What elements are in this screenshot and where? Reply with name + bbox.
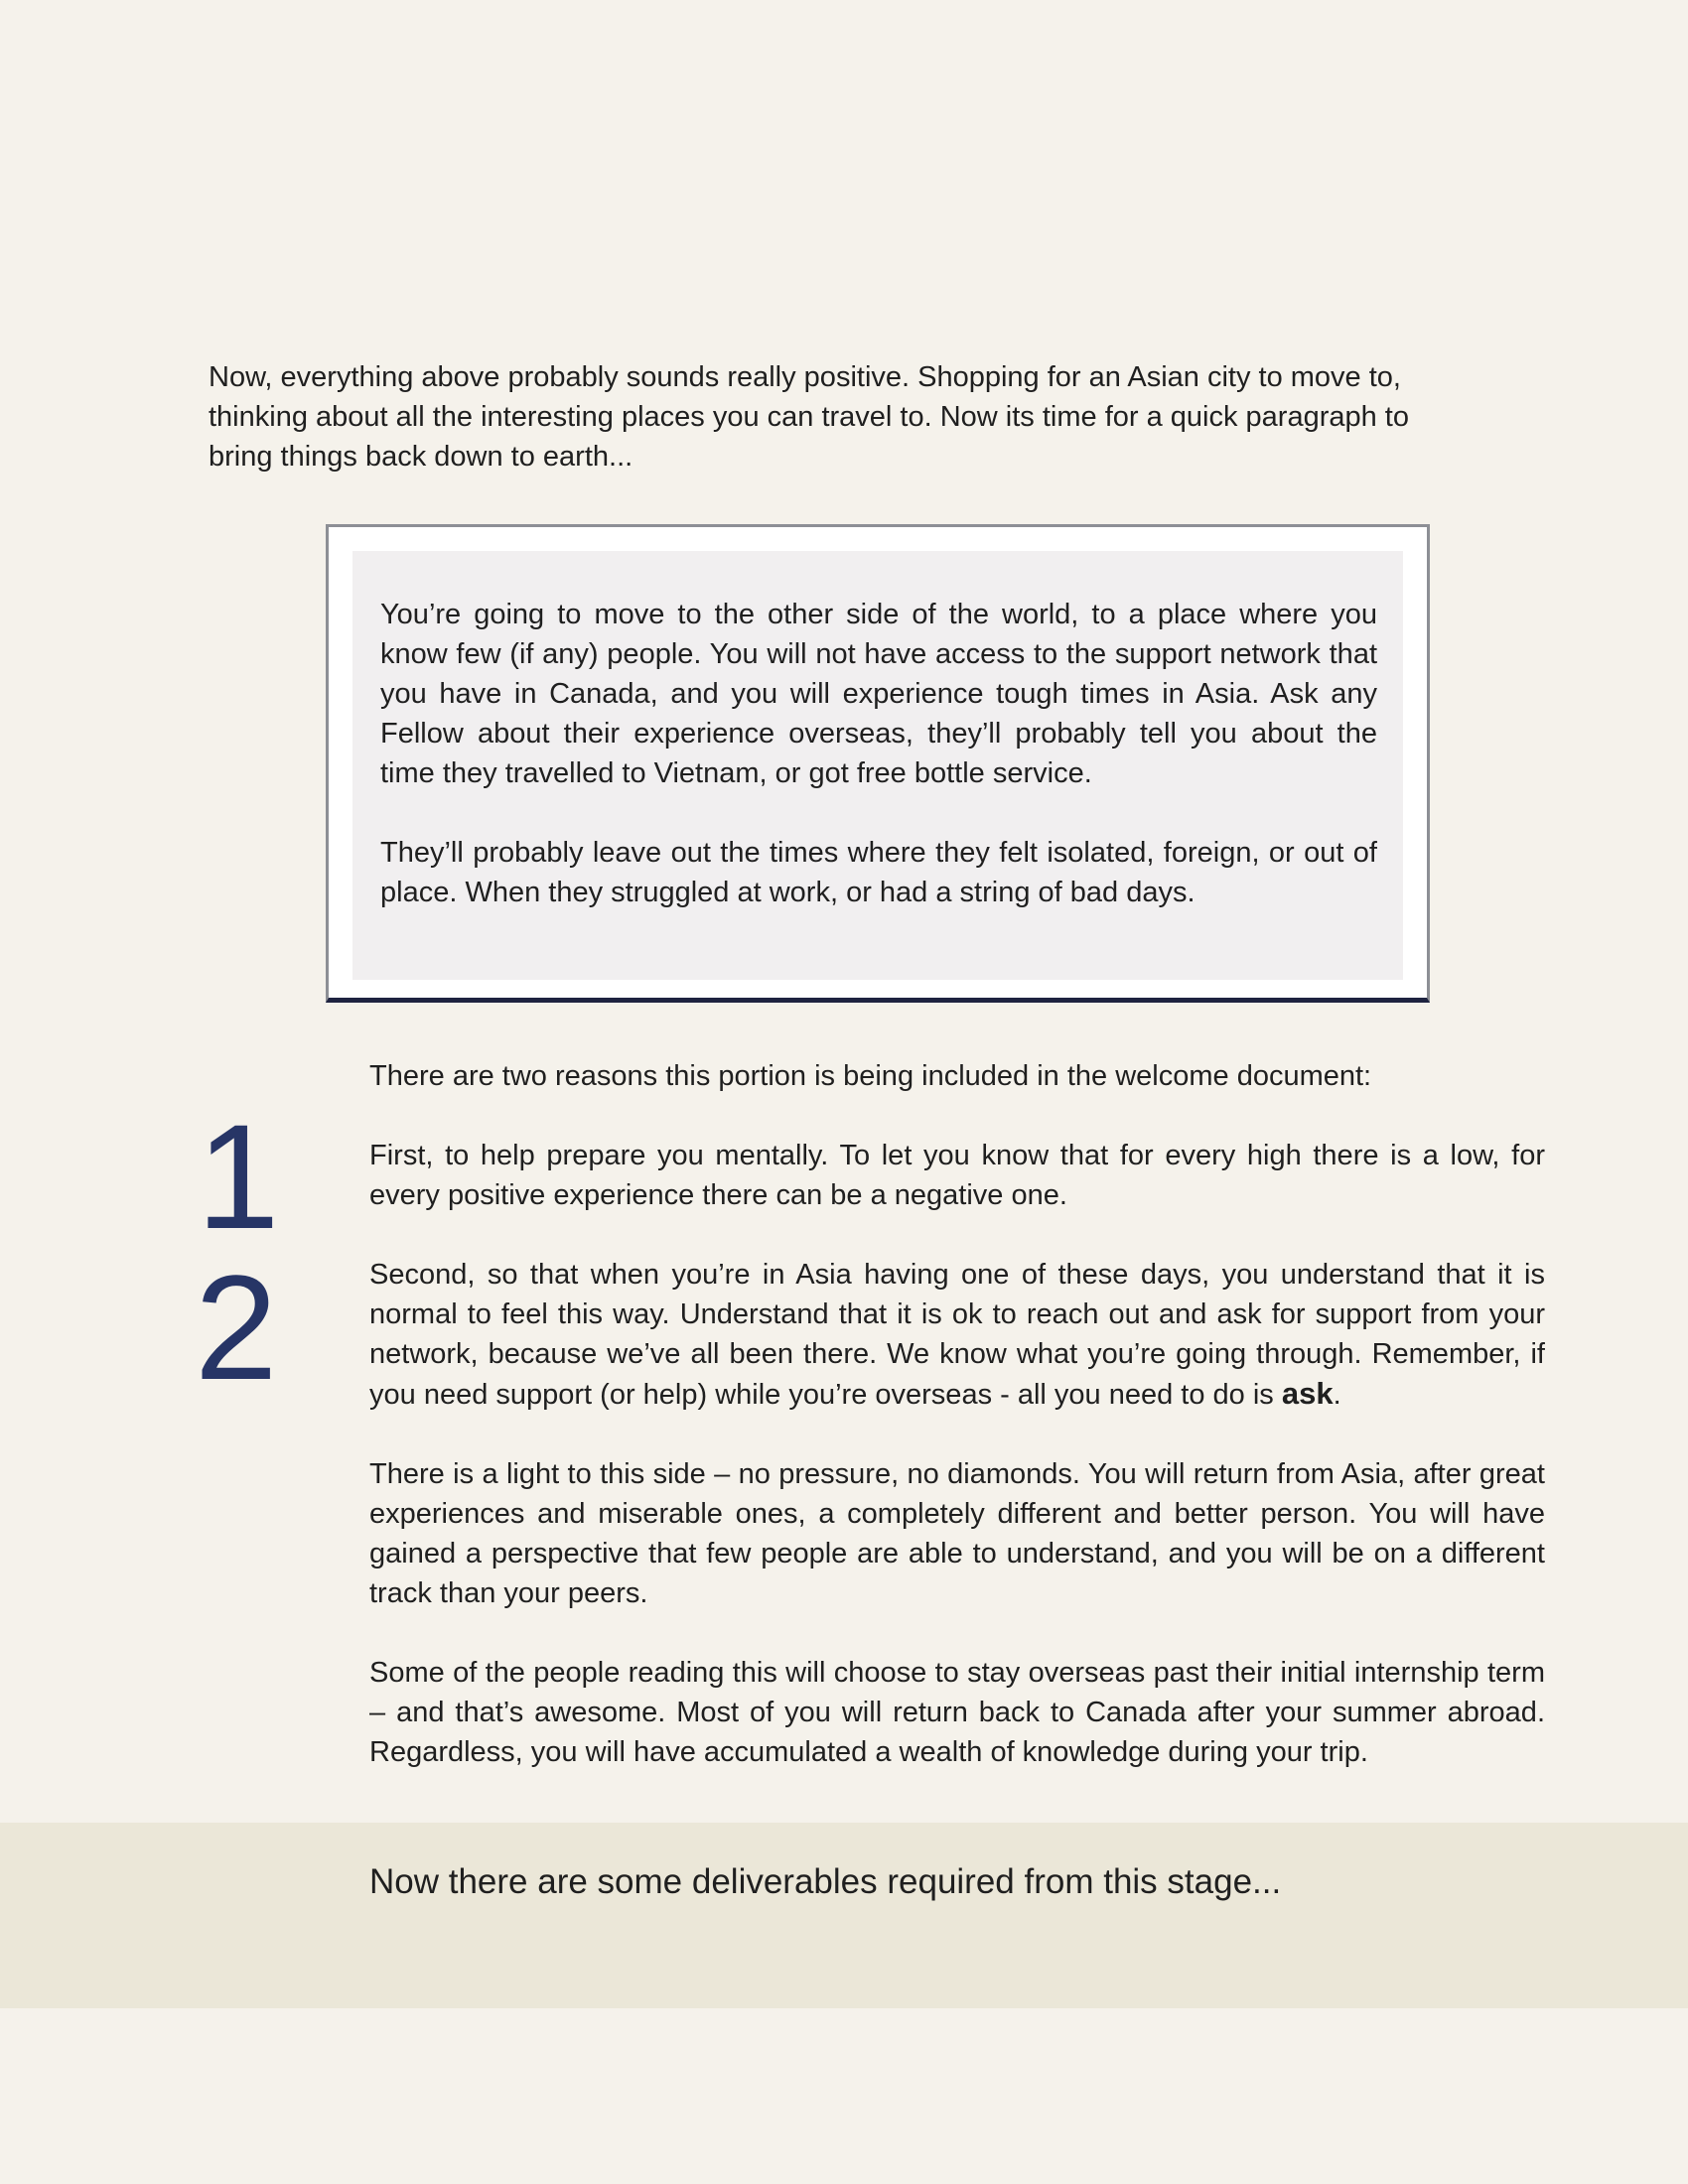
reason-number-1: 1 [197,1093,280,1260]
stay-overseas-paragraph: Some of the people reading this will choose to stay overseas past their initial internship term – and that’s awesome. Most of you will return back to Canada after your summer abroad. Regardless, you will have accumulated a wealth of knowledge during your trip. [369,1657,1545,1768]
body-section [369,1056,1545,1772]
reason-1-paragraph: First, to help prepare you mentally. To let you know that for every high there is a low, for every positive experience there can be a negative one. [369,1140,1545,1211]
light-side-paragraph: There is a light to this side – no pressure, no diamonds. You will return from Asia, after great experiences and miserable ones, a completely different and better person. You will have gained a perspective that few people are able to understand, and you will be on a different track than your peers. [369,1458,1545,1609]
reason-2-text: Second, so that when you’re in Asia having one of these days, you understand that it is normal to feel this way. Understand that it is ok to reach out and ask for support from your network, because we’ve all been there. We know what you’re going through. Remember, if you need support (or help) while you’re overseas - all you need to do is [369,1259,1545,1411]
reason-2-paragraph [369,1255,1545,1415]
intro-paragraph: Now, everything above probably sounds really positive. Shopping for an Asian city to move to, thinking about all the interesting places you can travel to. Now its time for a quick paragraph to bring things back down to earth... [209,361,1409,473]
callout-content [352,551,1403,980]
callout-box [326,524,1430,1003]
reason-2-end: . [1333,1379,1341,1411]
footer-band [0,1823,1688,2008]
footer-text: Now there are some deliverables required from this stage... [369,1862,1282,1901]
ask-emphasis: ask [1281,1376,1334,1411]
callout-paragraph-2: They’ll probably leave out the times where they felt isolated, foreign, or out of place. When they struggled at work, or had a string of bad days. [380,837,1377,908]
reason-number-2: 2 [195,1244,278,1411]
reasons-lead: There are two reasons this portion is being included in the welcome document: [369,1060,1372,1092]
callout-paragraph-1: You’re going to move to the other side of the world, to a place where you know few (if any) people. You will not have access to the support network that you have in Canada, and you will experience tough times in Asia. Ask any Fellow about their experience overseas, they’ll probably tell you about the time they travelled to Vietnam, or got free bottle service. [380,599,1377,789]
